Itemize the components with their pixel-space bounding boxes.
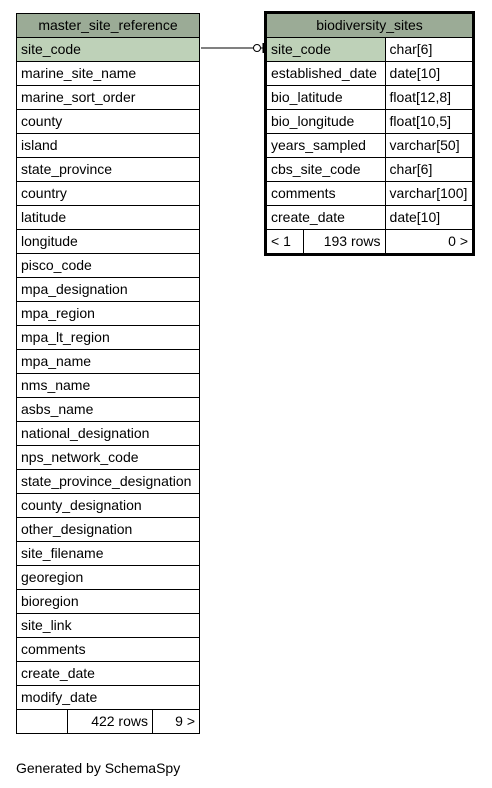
column-name[interactable]: georegion: [17, 566, 200, 590]
column-name[interactable]: nms_name: [17, 374, 200, 398]
column-name[interactable]: national_designation: [17, 422, 200, 446]
column-type: char[6]: [385, 38, 473, 62]
column-type: float[12,8]: [385, 86, 473, 110]
column-name[interactable]: site_code: [266, 38, 386, 62]
table-title[interactable]: master_site_reference: [17, 14, 200, 38]
column-type: float[10,5]: [385, 110, 473, 134]
column-type: varchar[50]: [385, 134, 473, 158]
column-name[interactable]: site_filename: [17, 542, 200, 566]
column-name[interactable]: state_province_designation: [17, 470, 200, 494]
column-name[interactable]: mpa_designation: [17, 278, 200, 302]
zero-cardinality-icon: [254, 45, 261, 52]
column-name[interactable]: asbs_name: [17, 398, 200, 422]
column-name[interactable]: country: [17, 182, 200, 206]
column-name[interactable]: latitude: [17, 206, 200, 230]
column-name[interactable]: island: [17, 134, 200, 158]
column-type: varchar[100]: [385, 182, 473, 206]
column-name[interactable]: nps_network_code: [17, 446, 200, 470]
column-name[interactable]: create_date: [266, 206, 386, 230]
column-name[interactable]: marine_site_name: [17, 62, 200, 86]
column-name[interactable]: county_designation: [17, 494, 200, 518]
generated-by-label: Generated by SchemaSpy: [16, 760, 181, 776]
column-type: date[10]: [385, 62, 473, 86]
column-name[interactable]: site_code: [17, 38, 200, 62]
column-name[interactable]: cbs_site_code: [266, 158, 386, 182]
parents-link[interactable]: < 1: [266, 230, 304, 255]
column-name[interactable]: years_sampled: [266, 134, 386, 158]
column-name[interactable]: comments: [266, 182, 386, 206]
row-count: 193 rows: [304, 230, 386, 255]
column-name[interactable]: bio_latitude: [266, 86, 386, 110]
column-name[interactable]: create_date: [17, 662, 200, 686]
row-count: 422 rows: [68, 710, 153, 733]
column-name[interactable]: mpa_name: [17, 350, 200, 374]
column-name[interactable]: mpa_lt_region: [17, 326, 200, 350]
column-name[interactable]: county: [17, 110, 200, 134]
children-link[interactable]: 9 >: [175, 713, 195, 729]
column-name[interactable]: mpa_region: [17, 302, 200, 326]
column-name[interactable]: longitude: [17, 230, 200, 254]
column-name[interactable]: pisco_code: [17, 254, 200, 278]
column-name[interactable]: site_link: [17, 614, 200, 638]
column-type: char[6]: [385, 158, 473, 182]
column-name[interactable]: bio_longitude: [266, 110, 386, 134]
column-name[interactable]: bioregion: [17, 590, 200, 614]
column-name[interactable]: comments: [17, 638, 200, 662]
column-name[interactable]: marine_sort_order: [17, 86, 200, 110]
column-name[interactable]: state_province: [17, 158, 200, 182]
column-type: date[10]: [385, 206, 473, 230]
children-link[interactable]: 0 >: [385, 230, 473, 255]
table-title[interactable]: biodiversity_sites: [266, 13, 474, 38]
column-name[interactable]: established_date: [266, 62, 386, 86]
column-name[interactable]: other_designation: [17, 518, 200, 542]
column-name[interactable]: modify_date: [17, 686, 200, 710]
